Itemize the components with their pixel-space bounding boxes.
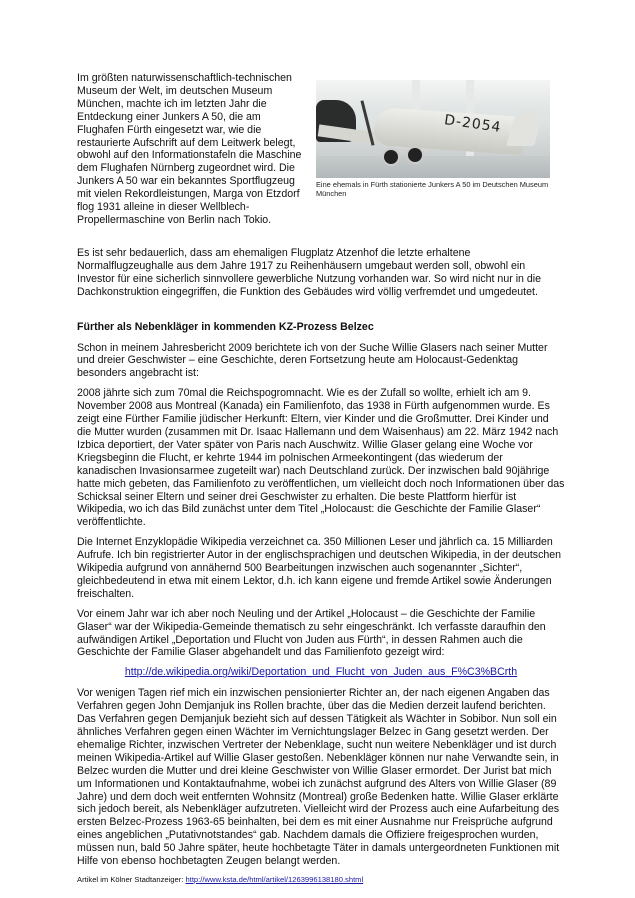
junkers-photo (316, 80, 550, 178)
photo-registration: D-2054 (443, 112, 503, 136)
wiki-link-line (77, 666, 565, 679)
source-footer (77, 875, 565, 885)
intro-section (77, 72, 565, 247)
document-page (77, 72, 565, 885)
photo-floor (316, 156, 550, 178)
ksta-article-link[interactable]: http://www.ksta.de/html/artikel/1263996138180.shtml (185, 874, 364, 884)
paragraph-wikipedia: Die Internet Enzyklopädie Wikipedia verzeichnet ca. 350 Millionen Leser und jährlich ca. 15 Milliarden Aufrufe. Ich bin registrierter Autor in der englischsprachigen und deutschen Wikipedia, in der deutschen Wikipedia aufgrund von annähernd 500 Bearbeitungen inzwischen auch sogenannter „Sichter“, gleichbedeutend in etwa mit einem Lektor, d.h. ich kann eigene und fremde Artikel sowie Änderungen freischalten. (77, 536, 562, 600)
photo-wheel (382, 148, 400, 166)
paragraph-richter: Vor wenigen Tagen rief mich ein inzwischen pensionierter Richter an, der nach eigenen Angaben das Verfahren gegen John Demjanjuk ins Rollen brachte, über das die Medien derzeit laufend berichten. Das Verfahren gegen Demjanjuk bezieht sich auf dessen Tätigkeit als Wächter in Sobibor. Nun soll ein ähnliches Verfahren gegen einen Wächter im Vernichtungslager Belzec in Gang gesetzt werden. Der ehemalige Richter, inzwischen Vertreter der Nebenklage, sucht nun weitere Nebenkläger und ist durch meinen Wikipedia-Artikel auf Willie Glaser gestoßen. Nebenkläger können nur nahe Verwandte sein, in Belzec wurden die Mutter und drei kleine Geschwister von Willie Glaser ermordet. Der Jurist bat mich um Informationen und Kontaktaufnahme, wobei ich zunächst aufgrund des Alters von Willie Glaser (89 Jahre) und dem doch weit entfernten Wohnsitz (Montreal) große Bedenken hatte. Willie Glaser erklärte sich jedoch bereit, als Nebenkläger aufzutreten. Vielleicht wird der Prozess auch eine Aufarbeitung des ersten Belzec-Prozess 1963-65 beinhalten, bei dem es mit einer Ausnahme nur Freisprüche aufgrund eines angeblichen „Putativnotstandes“ gab. Nachdem damals die Offiziere freigesprochen wurden, müssen nun, bald 50 Jahre später, heute hochbetagte Täter in damals untergeordneten Funktionen mit Hilfe von ebenso hochbetagten Zeugen belangt werden. (77, 687, 560, 868)
figure-caption: Eine ehemals in Fürth stationierte Junkers A 50 im Deutschen Museum München (316, 180, 549, 198)
museum-figure (316, 80, 550, 198)
atzenhof-paragraph: Es ist sehr bedauerlich, dass am ehemaligen Flugplatz Atzenhof die letzte erhaltene Normalflugzeughalle aus dem Jahre 1917 zu Reihenhäusern umgebaut werden soll, obwohl ein Investor für eine sicherlich sinnvollere gewerbliche Nutzung vorhanden war. So wird nicht nur in die Dachkonstruktion eingegriffen, die Funktion des Gebäudes wird völlig verfremdet und umgedeutet. (77, 247, 542, 298)
section-heading: Fürther als Nebenkläger in kommenden KZ-Prozess Belzec (77, 320, 374, 333)
photo-wheel (406, 146, 424, 164)
intro-paragraph: Im größten naturwissenschaftlich-technischen Museum der Welt, im deutschen Museum München, machte ich im letzten Jahr die Entdeckung einer Junkers A 50, die am Flughafen Fürth eingesetzt war, wie die restaurierte Aufschrift auf dem Leitwerk belegt, obwohl auf den Informationstafeln die Maschine dem Flughafen Nürnberg zugeordnet wird. Die Junkers A 50 war ein bekanntes Sportflugzeug mit vielen Rekordleistungen, Marga von Etzdorf flog 1931 alleine in dieser Wellblech-Propellermaschine von Berlin nach Tokio. (77, 72, 302, 226)
paragraph-artikel: Vor einem Jahr war ich aber noch Neuling und der Artikel „Holocaust – die Geschichte der Familie Glaser“ war der Wikipedia-Gemeinde thematisch zu sehr eingeschränkt. Ich verfasste daraufhin den aufwändigen Artikel „Deportation und Flucht von Juden aus Fürth“, in dessen Rahmen auch die Geschichte der Familie Glaser abgehandelt und das Familienfoto gezeigt wird: (77, 607, 546, 659)
photo-ceiling (316, 80, 550, 108)
source-label: Artikel im Kölner Stadtanzeiger: (77, 874, 186, 884)
paragraph-jahresbericht: Schon in meinem Jahresbericht 2009 berichtete ich von der Suche Willie Glasers nach seiner Mutter und dreier Geschwister – eine Geschichte, deren Fortsetzung heute am Holocaust-Gedenktag besonders angebracht ist: (77, 341, 548, 380)
paragraph-reichspogromnacht: 2008 jährte sich zum 70mal die Reichspogromnacht. Wie es der Zufall so wollte, erhielt ich am 9. November 2008 aus Montreal (Kanada) ein Familienfoto, das 1938 in Fürth aufgenommen wurde. Es zeigt eine Fürther Familie jüdischer Herkunft: Eltern, vier Kinder und die Großmutter. Drei Kinder und die Mutter wurden (zusammen mit Dr. Isaac Hallemann und dem Waisenhaus) am 22. März 1942 nach Izbica deportiert, der Vater später von Paris nach Auschwitz. Willie Glaser gelang eine Woche vor Kriegsbeginn die Flucht, er kehrte 1944 im polnischen Armeekontingent (das wiederum der kanadischen Invasionsarmee zugeteilt war) nach Deutschland zurück. Der inzwischen bald 90jährige hatte mich gebeten, das Familienfoto zu veröffentlichen, um vielleicht doch noch Informationen über das Schicksal seiner Eltern und seiner drei Geschwister zu erhalten. Die beste Plattform hierfür ist Wikipedia, wo ich das Bild zunächst unter dem Titel „Holocaust: die Geschichte der Familie Glaser“ veröffentlichte. (77, 387, 565, 529)
wikipedia-article-link[interactable]: http://de.wikipedia.org/wiki/Deportation_und_Flucht_von_Juden_aus_F%C3%BCrth (124, 666, 518, 679)
